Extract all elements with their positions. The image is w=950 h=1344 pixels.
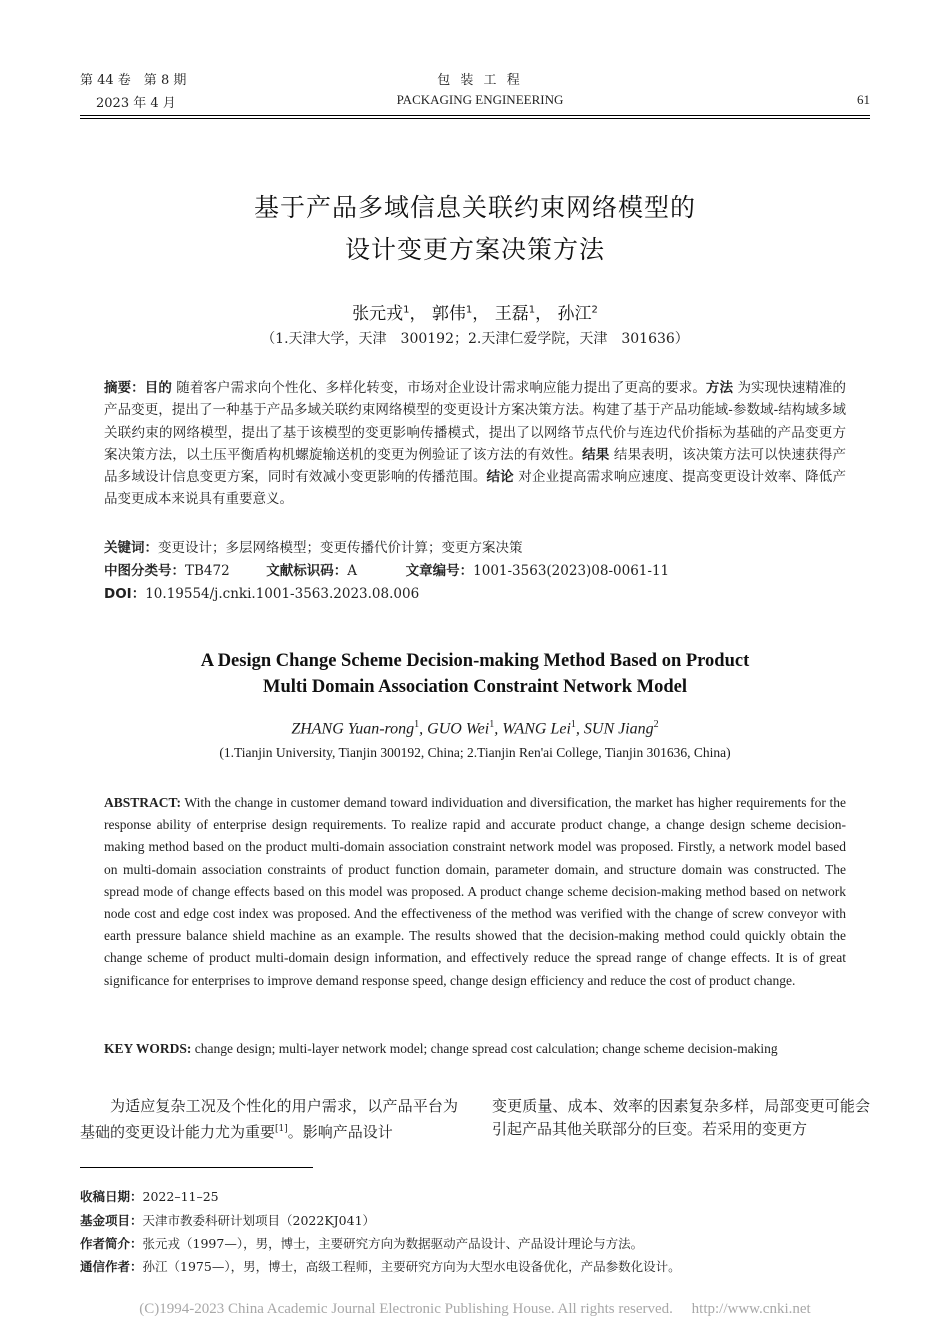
clc-label: 中图分类号：	[104, 563, 185, 579]
result-label: 结果	[582, 446, 610, 463]
title-cn-line2: 设计变更方案决策方法	[344, 235, 605, 264]
footnote-rule	[80, 1167, 313, 1168]
author-separator: ，	[472, 304, 490, 324]
author-separator: ，	[535, 304, 553, 324]
copyright-watermark: (C)1994-2023 China Academic Journal Electronic Publishing House. All rights reserved. http://www.cnki.net	[139, 1301, 811, 1317]
author-affil-mark: 1	[403, 304, 410, 316]
title-cn-line1: 基于产品多域信息关联约束网络模型的	[253, 193, 696, 222]
author-affil-mark: 2	[653, 719, 659, 730]
footnote-received	[80, 1187, 219, 1205]
author-bio-label: 作者简介：	[80, 1236, 143, 1251]
abstract-en-label: ABSTRACT:	[104, 795, 182, 810]
title-en-line1: A Design Change Scheme Decision-making Method Based on Product	[200, 651, 750, 671]
body-left-text: 为适应复杂工况及个性化的用户需求，以产品平台为基础的变更设计能力尤为重要	[80, 1097, 458, 1141]
body-left-text-after: 。影响产品设计	[287, 1123, 393, 1141]
doc-code-value: A	[347, 563, 358, 579]
body-column-left	[80, 1095, 458, 1144]
author-affil-mark: 1	[570, 719, 576, 730]
journal-name-cn: 包 装 工 程	[437, 73, 523, 88]
method-label: 方法	[705, 380, 734, 396]
author-en: ZHANG Yuan-rong	[291, 720, 415, 738]
author-cn: 孙江	[557, 304, 592, 324]
author-affil-mark: 1	[489, 719, 495, 730]
author-affil-mark: 2	[591, 304, 598, 316]
conclusion-text: 对企业提高需求响应速度、提高变更设计效率、降低产品变更成本来说具有重要意义。	[104, 469, 847, 508]
author-cn: 王磊	[494, 304, 529, 324]
received-label: 收稿日期：	[80, 1189, 143, 1204]
citation-ref: [1]	[275, 1124, 288, 1134]
keywords-cn	[104, 536, 523, 556]
authors-cn	[0, 299, 950, 324]
conclusion-label: 结论	[486, 469, 514, 486]
body-right-text: 变更质量、成本、效率的因素复杂多样，局部变更可能会引起产品其他关联部分的巨变。若采用的变更方	[492, 1097, 870, 1138]
author-en: GUO Wei	[427, 720, 490, 738]
doc-code-label: 文献标识码：	[266, 563, 348, 579]
publication-date: 2023 年 4 月	[96, 96, 176, 111]
fund-label: 基金项目：	[80, 1213, 143, 1228]
doi-line	[104, 582, 419, 602]
footnote-fund	[80, 1211, 375, 1229]
keywords-en	[104, 1038, 846, 1060]
doi-value: 10.19554/j.cnki.1001-3563.2023.08.006	[145, 586, 420, 602]
author-affil-mark: 1	[414, 719, 420, 730]
authors-en	[0, 719, 950, 738]
author-separator: ,	[575, 720, 584, 738]
author-separator: ,	[494, 720, 503, 738]
keywords-en-value: change design; multi-layer network model; change spread cost calculation; change scheme decision-making	[194, 1041, 778, 1056]
author-bio-value: 张元戎（1997—），男，博士，主要研究方向为数据驱动产品设计、产品设计理论与方法。	[142, 1236, 644, 1251]
author-cn: 张元戎	[352, 304, 404, 324]
body-column-right	[492, 1095, 870, 1141]
keywords-en-label: KEY WORDS:	[104, 1041, 192, 1056]
journal-name-en: PACKAGING ENGINEERING	[396, 92, 564, 107]
affiliation-en: (1.Tianjin University, Tianjin 300192, China; 2.Tianjin Ren'ai College, Tianjin 301636, China)	[219, 745, 731, 760]
corresponding-value: 孙江（1975—），男，博士，高级工程师，主要研究方向为大型水电设备优化，产品参数化设计。	[142, 1259, 681, 1274]
author-affil-mark: 1	[465, 304, 473, 316]
keywords-cn-value: 变更设计；多层网络模型；变更传播代价计算；变更方案决策	[158, 540, 523, 556]
corresponding-label: 通信作者：	[80, 1259, 143, 1274]
objective-label: 目的	[144, 380, 172, 396]
author-cn: 郭伟	[431, 304, 466, 324]
author-separator: ,	[419, 720, 428, 738]
method-text: 为实现快速精准的产品变更，提出了一种基于产品多域关联约束网络模型的变更设计方案决策方法。构建了基于产品功能域-参数域-结构域多域关联约束的网络模型，提出了基于该模型的变更影响传播模式，提出了以网络节点代价与连边代价指标为基础的产品变更方案决策方法，以土压平衡盾构机螺旋输送机的变更为例验证了该方法的有效性。	[104, 380, 847, 463]
author-en: WANG Lei	[502, 720, 571, 738]
header-rule	[80, 115, 870, 116]
volume-issue: 第 44 卷 第 8 期	[80, 73, 187, 88]
fund-value: 天津市教委科研计划项目（2022KJ041）	[142, 1213, 376, 1228]
abstract-cn	[104, 377, 846, 511]
received-value: 2022–11–25	[142, 1189, 219, 1204]
affiliation-cn: （1.天津大学，天津 300192；2.天津仁爱学院，天津 301636）	[261, 331, 689, 347]
author-en: SUN Jiang	[583, 720, 654, 738]
clc-value: TB472	[185, 563, 230, 579]
abstract-cn-label: 摘要：	[104, 380, 145, 396]
footnote-corresponding	[80, 1257, 681, 1275]
result-text: 结果表明，该决策方法可以快速获得产品多域设计信息变更方案，同时有效减小变更影响的传播范围。	[104, 446, 847, 486]
article-number-value: 1001-3563(2023)08-0061-11	[473, 563, 670, 579]
classification-line	[104, 559, 669, 579]
author-separator: ，	[409, 304, 427, 324]
title-en-line2: Multi Domain Association Constraint Network Model	[263, 677, 687, 697]
abstract-en	[104, 792, 846, 992]
footnote-author	[80, 1234, 643, 1252]
abstract-en-text: With the change in customer demand toward individuation and diversification, the market has higher requirements for the response ability of enterprise design requirements. To realize rapid and accurate product change, a change design scheme decision-making method based on the product multi-domain association constraint network model was proposed. Firstly, a network model based on multi-domain association constraints of product function domain, parameter domain, and structure domain was constructed. The spread mode of change effects based on this model was proposed. A product change scheme decision-making method based on network node cost and edge cost index was proposed. And the effectiveness of the method was verified with the change of screw conveyor with earth pressure balance shield machine as an example. The results showed that the decision-making method could quickly obtain the change scheme of product multi-domain design information, and effectively reduce the spread range of change effects. It is of great significance for enterprises to improve demand response speed, change design efficiency and reduce the cost of product change.	[104, 795, 846, 988]
article-number-label: 文章编号：	[405, 563, 474, 579]
page-number: 61	[857, 92, 870, 107]
author-affil-mark: 1	[528, 304, 536, 316]
doi-label: DOI：	[104, 586, 146, 602]
header-rule-secondary	[80, 118, 870, 119]
objective-text: 随着客户需求向个性化、多样化转变，市场对企业设计需求响应能力提出了更高的要求。	[176, 380, 706, 396]
keywords-cn-label: 关键词：	[104, 540, 158, 556]
